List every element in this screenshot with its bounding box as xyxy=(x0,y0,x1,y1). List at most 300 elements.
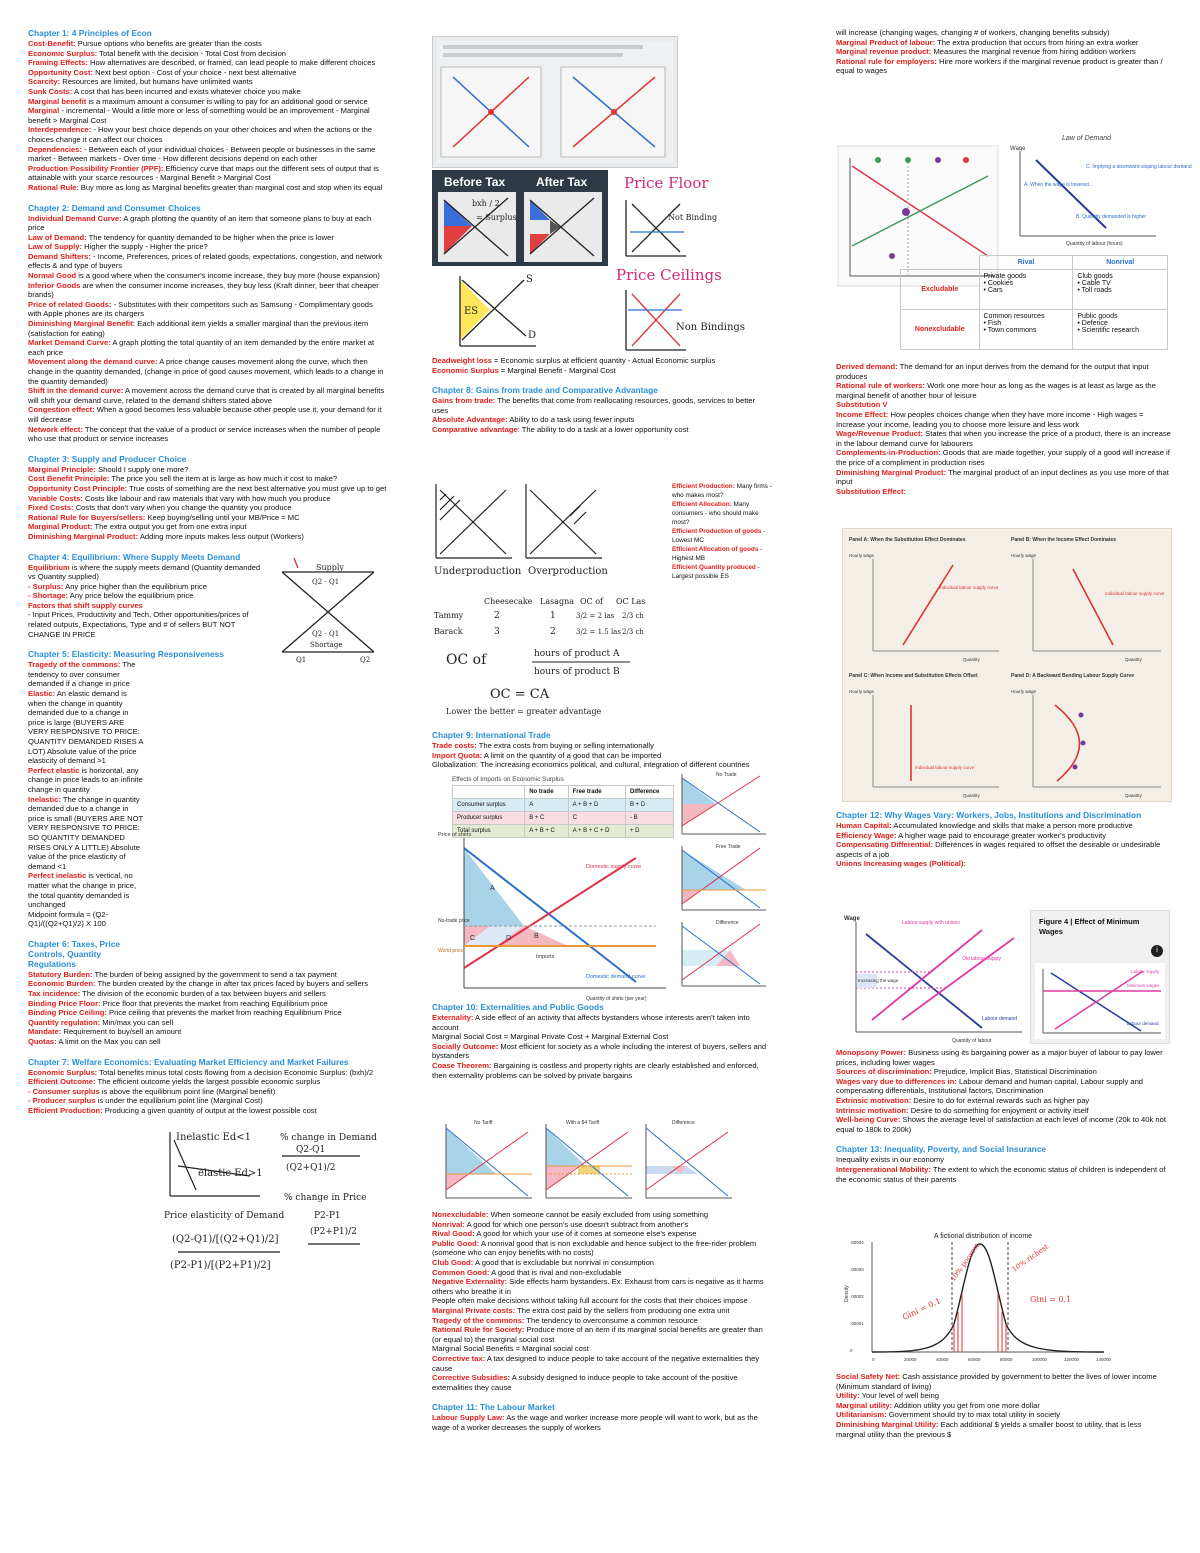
law-of-demand-qty: Quantity of labour (hours) xyxy=(1066,241,1123,247)
es-label: ES xyxy=(464,306,479,317)
term-entry xyxy=(28,97,388,107)
term-definition: Price ceiling that prevents the market from reaching Equilibrium Price xyxy=(106,1008,342,1018)
price-floor-ceiling-notes xyxy=(616,170,766,360)
term-definition: The extra cost paid by the sellers from producing one extra unit xyxy=(515,1305,730,1315)
term-definition: - Substitutes with their competitors such as Samsung - Complimentary goods with Apple phones are its chargers xyxy=(28,299,373,319)
term-entry xyxy=(28,164,388,183)
term-label: Shift in the demand curve: xyxy=(28,386,124,396)
term-definition: Produce more of an item if its marginal social benefits are greater than (or equal to) the marginal social cost xyxy=(432,1325,763,1344)
term-entry xyxy=(432,425,772,435)
tariff-panel-no-tariff xyxy=(446,1124,532,1198)
term-entry xyxy=(28,601,264,611)
chapter-2-terms xyxy=(28,214,388,444)
chapter-9-terms xyxy=(432,741,772,770)
goods-th-nonrival: Nonrival xyxy=(1073,256,1168,270)
term-definition: Goods that are made together, your supply of a good will increase if the price of a compliment in production rises xyxy=(836,448,1170,467)
table-cell: A + B + C + D xyxy=(568,825,625,838)
term-entry xyxy=(28,513,388,523)
sketch-q1: Q1 xyxy=(296,655,307,664)
term-entry xyxy=(28,532,388,542)
term-definition: When a good becomes less valuable because other people use it, your demand for it will decrease xyxy=(28,405,382,424)
law-of-demand-c: C. Implying a downward-sloping labour demand xyxy=(1086,164,1192,170)
panel-title: Panel D: A Backward Bending Labour Supply Curve xyxy=(1011,673,1134,679)
chapter-12b-terms xyxy=(836,1048,1172,1134)
term-label: Factors that shift supply curves xyxy=(28,600,143,610)
chapter-1-terms xyxy=(28,39,388,193)
term-definition: A graph plotting the total quantity of an item demanded by the entire market at each price xyxy=(28,338,375,357)
term-definition: Efficiency curve that maps out the different sets of output that is attainable with your scarce resources - Marginal Benefit > Marginal Cost xyxy=(28,163,379,183)
term-label: Extrinsic motivation: xyxy=(836,1095,912,1105)
term-entry xyxy=(432,1210,772,1220)
tariff-panels xyxy=(436,1118,736,1206)
term-entry xyxy=(28,39,388,49)
term-entry xyxy=(28,871,146,909)
term-label: Diminishing Marginal Benefit: xyxy=(28,319,136,329)
minimum-wage-figure xyxy=(1030,910,1170,1044)
term-label: Individual Demand Curve: xyxy=(28,213,122,223)
textbook-photo xyxy=(432,36,678,168)
term-definition: A higher wage paid to encourage greater worker's productivity xyxy=(896,830,1107,840)
term-label: Import Quota: xyxy=(432,750,483,760)
term-label: Rational Rule for Society: xyxy=(432,1325,525,1335)
term-definition: Labour demand and human capital, Labour supply and compensating differentials, Institutional factors, Discrimination xyxy=(836,1076,1144,1096)
oc-hours-a: hours of product A xyxy=(534,649,620,659)
term-definition: - Highest MB xyxy=(672,546,763,562)
term-definition: The extra costs from buying or selling internationally xyxy=(476,741,654,750)
chapter-11-title: Chapter 11: The Labour Market xyxy=(432,1402,555,1413)
table-cell: B + C xyxy=(525,812,568,825)
panel-y-label: Hourly wage xyxy=(849,553,875,558)
table-cell: C xyxy=(568,812,625,825)
term-definition: Addition utility you get from one more dollar xyxy=(892,1400,1040,1410)
term-label: Marginal Product: xyxy=(28,522,93,532)
term-label: Diminishing Marginal Product: xyxy=(836,467,947,477)
sketch-q2: Q2 xyxy=(360,655,371,664)
trade-ylabel: Price of shirts xyxy=(438,832,472,838)
goods-cell: Common resources • Fish • Town commons xyxy=(979,310,1073,350)
price-floor-title: Price Floor xyxy=(624,174,709,192)
term-label: Demand Shifters: xyxy=(28,251,91,261)
term-label: Framing Effects: xyxy=(28,58,88,68)
term-label: Social Safety Net: xyxy=(836,1372,901,1381)
term-entry xyxy=(836,859,1172,869)
term-entry xyxy=(672,500,772,527)
term-entry xyxy=(28,563,264,582)
term-entry xyxy=(28,77,388,87)
oc-row1-ocl: 2/3 ch xyxy=(622,612,644,620)
term-definition: Shows the average level of satisfaction at each level of income (20k to 40k not equal to 180k to 200k) xyxy=(836,1115,1166,1134)
term-label: Substitution Effect: xyxy=(836,486,907,496)
term-definition: Prejudice, Implicit Bias, Statistical Discrimination xyxy=(931,1067,1097,1077)
term-label: Binding Price Floor: xyxy=(28,998,101,1008)
term-entry xyxy=(836,400,1172,410)
term-definition: States that when you increase the price of a product, there is an increase in the labour demand curve for labourers xyxy=(836,429,1171,448)
term-entry xyxy=(432,1229,772,1239)
panel-y-label: Hourly wage xyxy=(849,689,875,694)
column-3-text-e xyxy=(836,1372,1172,1439)
chapter-12-terms xyxy=(836,821,1172,869)
chapter-5-terms xyxy=(28,660,146,929)
tariff-panel-title: No Tariff xyxy=(474,1120,493,1126)
note-f1: (Q2-Q1)/[(Q2+Q1)/2] xyxy=(172,1234,279,1245)
term-definition: A good that is excludable but nonrival in consumption xyxy=(473,1257,655,1267)
panel-b xyxy=(1011,537,1165,662)
term-label: Intergenerational Mobility: xyxy=(836,1164,931,1174)
not-binding-label: Not Binding xyxy=(668,213,718,222)
term-entry xyxy=(432,1032,772,1042)
term-label: Marginal revenue product: xyxy=(836,47,932,57)
term-label: Common Good: xyxy=(432,1267,490,1277)
term-label: Perfect inelastic xyxy=(28,871,87,881)
term-entry xyxy=(28,214,388,233)
term-label: Economic Surplus xyxy=(432,365,499,375)
term-label: Marginal xyxy=(28,106,60,116)
term-definition: is vertical, no matter what the change in price, the total quantity demanded is unchanged xyxy=(28,871,137,910)
column-2-text-d xyxy=(432,1210,772,1432)
efficiency-side-notes xyxy=(672,482,772,581)
term-label: Complements-in-Production: xyxy=(836,448,941,458)
term-entry xyxy=(432,1344,772,1354)
sketch-shortage: Shortage xyxy=(310,640,343,649)
goods-row-head: Nonexcludable xyxy=(901,310,980,350)
info-icon[interactable]: i xyxy=(1151,945,1163,957)
term-entry xyxy=(432,1013,772,1032)
term-definition: The efficient outcome yields the largest possible economic surplus xyxy=(95,1077,321,1087)
term-entry xyxy=(28,183,388,193)
term-entry xyxy=(28,68,388,78)
term-definition: - Between each of your individual choices - Between people or businesses in the same market - Between markets - Over time - How different decisions depend on each other xyxy=(28,144,376,164)
panel-d xyxy=(1011,673,1161,798)
term-definition: Accumulated knowledge and skills that make a person more productive xyxy=(891,821,1133,830)
goods-row-head: Excludable xyxy=(901,270,980,310)
panel-curve-label: Individual labour supply curve xyxy=(915,765,975,770)
term-entry xyxy=(28,233,388,243)
tariff-panel-title: With a $4 Tariff xyxy=(566,1120,600,1126)
term-label: - Producer surplus xyxy=(28,1096,96,1106)
term-label: Fixed Costs: xyxy=(28,503,74,513)
term-definition: The benefits that come from reallocating resources, goods, services to better uses xyxy=(432,396,756,415)
term-definition: = Marginal Benefit - Marginal Cost xyxy=(498,365,616,375)
oc-row2-l: 2 xyxy=(550,627,556,637)
term-label: Marginal benefit xyxy=(28,96,87,106)
term-definition: Costs like labour and raw materials that vary with how much you produce xyxy=(82,493,331,503)
term-label: Scarcity: xyxy=(28,77,61,87)
term-entry xyxy=(28,660,146,689)
note-elastic: elastic Ed>1 xyxy=(198,1168,263,1179)
term-entry xyxy=(28,484,388,494)
term-entry xyxy=(432,1277,772,1296)
oc-row2-c: 3 xyxy=(494,627,500,637)
chapter-10-title: Chapter 10: Externalities and Public Goods xyxy=(432,1002,604,1012)
mini-panel-free-trade xyxy=(682,846,766,910)
term-label: Cost-Benefit: xyxy=(28,39,76,48)
panel-a xyxy=(849,537,999,662)
term-label: Human Capital: xyxy=(836,821,892,830)
oc-row1-c: 2 xyxy=(494,611,500,621)
term-label: Deadweight loss xyxy=(432,356,492,365)
term-entry xyxy=(836,47,1172,57)
trade-region-d: D xyxy=(506,935,512,942)
term-definition: A price change causes movement along the curve, which then change in the quantity demanded, (change in price of good causes movement, which leads to a change in the quantity demanded) xyxy=(28,357,384,386)
term-definition: Each additional item yields a smaller marginal than the previous item (satisfaction for eating) xyxy=(28,319,369,338)
trade-th: No trade xyxy=(525,786,568,799)
term-entry xyxy=(672,545,772,563)
term-definition: Should I supply one more? xyxy=(95,464,189,474)
term-definition: The tendency for quantity demanded to be higher when the price is lower xyxy=(86,232,334,242)
term-entry xyxy=(836,821,1172,831)
term-label: Quotas: xyxy=(28,1037,57,1047)
min-wage-label: Minimum wages xyxy=(1127,983,1160,988)
trade-supply-label: Domestic supply curve xyxy=(586,864,642,870)
term-definition: is horizontal, any change in price leads to an infinite change in quantity xyxy=(28,765,143,794)
before-tax-label: Before Tax xyxy=(444,175,506,189)
non-binding-label: Non Bindings xyxy=(676,322,745,333)
mini-panel-title: No Trade xyxy=(716,772,737,778)
term-definition: Most efficient for society as a whole including the interest of buyers, sellers and bystanders xyxy=(432,1041,767,1061)
term-definition: is above the equilibrium point line (Marginal benefit) xyxy=(99,1086,276,1096)
term-entry xyxy=(432,1220,772,1230)
term-definition: A graph plotting the quantity of an item that someone plans to buy at each price xyxy=(28,213,372,233)
term-label: Derived demand: xyxy=(836,362,898,371)
term-definition: Globalization: The increasing economics political, and cultural, integration of different countries xyxy=(432,760,750,770)
goods-cell: Club goods • Cable TV • Toll roads xyxy=(1073,270,1168,310)
term-definition: is under the equilibrium point line (Marginal Cost) xyxy=(95,1096,263,1106)
chapter-11-terms xyxy=(432,1413,772,1432)
term-label: - Consumer surplus xyxy=(28,1086,100,1096)
term-entry xyxy=(836,468,1172,487)
term-entry xyxy=(28,610,264,639)
term-label: Perfect elastic xyxy=(28,765,80,775)
term-label: Monopsony Power: xyxy=(836,1048,907,1057)
term-entry xyxy=(28,1106,388,1116)
table-cell: Consumer surplus xyxy=(453,799,525,812)
income-note-gini-right: Gini = 0.1 xyxy=(1030,1295,1072,1304)
term-label: Corrective Subsidies: xyxy=(432,1373,511,1383)
term-entry xyxy=(672,482,772,500)
after-tax-label: After Tax xyxy=(536,175,588,189)
term-definition: A tax designed to induce people to take account of the negative externalities they cause xyxy=(432,1353,760,1373)
term-label: Efficient Allocation of goods xyxy=(672,546,759,553)
oc-row2-name: Barack xyxy=(434,627,463,636)
table-row xyxy=(453,799,674,812)
table-cell: B + D xyxy=(625,799,673,812)
comparative-advantage-notes xyxy=(430,480,660,720)
term-label: Income Effect: xyxy=(836,409,889,419)
table-row xyxy=(901,310,1168,350)
note-f3n: Q2-Q1 xyxy=(296,1145,326,1155)
trade-mini-panels xyxy=(676,770,772,992)
term-label: Opportunity Cost: xyxy=(28,67,93,77)
mini-panel-title: Free Trade xyxy=(716,844,741,850)
income-y-tick: 0 xyxy=(850,1348,853,1353)
underproduction-label: Underproduction xyxy=(434,566,522,577)
law-of-demand-b: B. Quantity demanded is higher xyxy=(1076,214,1147,220)
term-definition: The tendency to overconsume a common resource xyxy=(524,1315,698,1325)
chapter-6-terms xyxy=(28,970,388,1047)
mini-panel-no-trade xyxy=(682,774,766,834)
term-definition: Work one more hour as long as the wages is at least as large as the marginal benefit of another hour of leisure xyxy=(836,381,1156,400)
column-3-text-d xyxy=(836,1048,1172,1184)
term-label: Negative Externality: xyxy=(432,1277,508,1287)
union-qty-label: Quantity of labour xyxy=(952,1038,992,1044)
term-definition: - Largest possible ES xyxy=(672,564,760,580)
panel-x-label: Quantity xyxy=(1125,793,1142,798)
term-entry xyxy=(432,1296,772,1306)
term-entry xyxy=(836,1115,1172,1134)
term-entry xyxy=(432,415,772,425)
term-definition: When someone cannot be easily excluded from using something xyxy=(488,1210,709,1219)
term-entry xyxy=(836,1077,1172,1096)
term-label: Club Good: xyxy=(432,1257,474,1267)
chapter-2-title: Chapter 2: Demand and Consumer Choices xyxy=(28,202,201,213)
term-definition: Business using its bargaining power as a major buyer of labour to pay lower prices, including lower wages xyxy=(836,1048,1163,1067)
term-entry xyxy=(432,1325,772,1344)
term-label: Utilitarianism: xyxy=(836,1410,887,1420)
term-entry xyxy=(836,57,1172,76)
tax-surplus: = Surplus xyxy=(476,213,517,222)
min-wage-fig-title: Figure 4 | Effect of Minimum Wages xyxy=(1039,917,1140,936)
term-entry xyxy=(28,979,388,989)
term-label: Efficient Production: xyxy=(672,483,735,490)
term-entry xyxy=(432,1042,772,1061)
term-entry xyxy=(836,429,1172,448)
income-x-tick: 60000 xyxy=(968,1357,981,1362)
term-label: Economic Burden: xyxy=(28,979,96,989)
goods-cell: Private goods • Cookies • Cars xyxy=(979,270,1073,310)
term-definition: The tendency to over consumer demanded if a change in price xyxy=(28,660,136,689)
term-entry xyxy=(836,1106,1172,1116)
term-definition: The change in quantity demanded due to a change in price is small (BUYERS ARE NOT VERY RESPONSIVE TO PRICE: SO QUANTITY DEMANDED RISES ONLY A LITTLE) Absolute value of the price elasticity of demand <1 xyxy=(28,794,144,871)
term-entry xyxy=(836,410,1172,429)
trade-th: Difference xyxy=(625,786,673,799)
term-entry xyxy=(28,271,388,281)
term-definition: A movement across the demand curve that is created by all marginal benefits will shift your demand curve, related to the demand shifters stated above xyxy=(28,386,385,405)
term-definition: Marginal Social Benefits = Marginal social cost xyxy=(432,1344,589,1354)
overproduction-label: Overproduction xyxy=(528,566,608,577)
term-label: Rational rule of workers: xyxy=(836,381,926,391)
term-entry xyxy=(28,281,388,300)
term-definition: A subsidy designed to induce people to take account of the positive externalities they cause xyxy=(432,1373,738,1392)
note-pct-price: % change in Price xyxy=(284,1193,367,1203)
term-definition: Bargaining is costless and property rights are clearly established and enforced, then externality problems can be solved by private bargains xyxy=(432,1060,759,1080)
term-entry xyxy=(28,1077,388,1087)
term-definition: The division of the economic burden of a tax between buyers and sellers xyxy=(80,989,326,999)
term-definition: Ability to do a task using fewer inputs xyxy=(507,415,635,425)
oc-header-ocof: OC of xyxy=(580,597,603,606)
term-label: Utility: xyxy=(836,1391,860,1401)
term-entry xyxy=(28,1027,388,1037)
panel-curve-label: Individual labour supply curve xyxy=(939,585,999,590)
term-definition: Any price higher than the equilibrium price xyxy=(63,581,207,591)
panel-curve-label: Individual labour supply curve xyxy=(1105,591,1165,596)
table-row xyxy=(901,270,1168,310)
term-definition: The marginal product of an input declines as you use more of that input xyxy=(836,467,1169,487)
union-demand-label: Labour demand xyxy=(982,1016,1018,1022)
term-definition: will increase (changing wages, changing # of workers, changing benefits subsidy) xyxy=(836,28,1110,37)
tariff-panel-difference xyxy=(646,1124,732,1198)
term-entry xyxy=(432,741,772,751)
term-label: Nonexcludable: xyxy=(432,1210,489,1219)
term-definition: = Economic surplus at efficient quantity - Actual Economic surplus xyxy=(491,356,716,365)
union-increasing-label: Increasing the wage xyxy=(858,978,899,983)
term-label: Diminishing Marginal Product: xyxy=(28,531,139,541)
table-cell: - B xyxy=(625,812,673,825)
term-definition: is where the supply meets demand (Quantity demanded vs Quantity supplied) xyxy=(28,562,261,582)
term-entry xyxy=(28,405,388,424)
term-definition: How peoples choices change when they have more income - High wages = Increase your income, leading you to choose more leisure and less work xyxy=(836,409,1144,429)
term-label: Wage/Revenue Product: xyxy=(836,429,924,439)
tax-bxh: bxh / 2 xyxy=(472,199,500,208)
trade-region-a: A xyxy=(490,885,495,892)
goods-th-empty xyxy=(901,256,980,270)
column-3-text-b xyxy=(836,362,1172,496)
mini-panel-difference xyxy=(682,922,766,986)
term-label: Sunk Costs: xyxy=(28,86,73,96)
term-entry xyxy=(836,1096,1172,1106)
sketch-supply: Supply xyxy=(316,562,344,572)
equilibrium-sketch xyxy=(274,554,384,664)
term-definition: Costs that don't vary when you change the quantity you produce xyxy=(73,503,292,513)
term-label: Diminishing Marginal Utility: xyxy=(836,1419,939,1429)
labour-mid-terms xyxy=(836,362,1172,496)
term-label: Quantity regulation: xyxy=(28,1017,101,1027)
term-entry xyxy=(28,989,388,999)
oc-of-label: OC of xyxy=(446,652,487,668)
term-definition: A limit on the Max you can sell xyxy=(56,1037,161,1047)
term-definition: A good that is rival and non-excludable xyxy=(489,1267,622,1277)
trade-notrade-label: No-trade price xyxy=(438,918,470,924)
trade-th: Free trade xyxy=(568,786,625,799)
term-definition: is a good where when the consumer's income increase, they buy more (house expansion) xyxy=(76,271,380,281)
panel-x-label: Quantity xyxy=(963,793,980,798)
term-definition: are when the consumer income increases, they buy less (Kraft dinner, beer that cheaper brands) xyxy=(28,280,379,300)
term-label: Tragedy of the commons: xyxy=(432,1315,525,1325)
term-definition: People often make decisions without taking full account for the costs that their choices impose xyxy=(432,1296,748,1306)
column-2-text-c xyxy=(432,1002,772,1080)
term-entry xyxy=(28,795,146,872)
term-entry xyxy=(28,474,388,484)
income-chart-title: A fictional distribution of income xyxy=(934,1233,1033,1240)
tariff-panel-title: Difference xyxy=(672,1120,695,1126)
term-label: Nonrival: xyxy=(432,1219,465,1229)
term-definition: The extra output you get from one extra input xyxy=(92,522,247,532)
chapter-8-terms xyxy=(432,396,772,434)
term-definition: Keep buying/selling until your MB/Price = MC xyxy=(145,512,300,522)
term-label: Wages vary due to differences in: xyxy=(836,1076,957,1086)
income-y-tick: .00004 xyxy=(850,1240,864,1245)
term-label: Socially Outcome: xyxy=(432,1041,499,1051)
chapter-13-terms xyxy=(836,1155,1172,1184)
panel-c xyxy=(849,673,999,798)
term-definition: Cash assistance provided by government to better the lives of lower income (Minimum standard of living) xyxy=(836,1372,1157,1391)
term-label: Sources of discrimination: xyxy=(836,1067,932,1077)
income-x-tick: 20000 xyxy=(904,1357,917,1362)
term-label: Congestion effect: xyxy=(28,405,95,415)
term-definition: Many consumers - who should make most? xyxy=(672,501,759,526)
term-entry xyxy=(28,1096,388,1106)
law-of-demand-diagram xyxy=(1006,130,1192,248)
term-entry xyxy=(28,689,146,766)
panel-title: Panel A: When the Substitution Effect Dominates xyxy=(849,537,966,543)
income-y-tick: .00001 xyxy=(850,1321,864,1326)
chapter-4-title: Chapter 4: Equilibrium: Where Supply Meets Demand xyxy=(28,551,241,562)
term-definition: Any price below the equilibrium price xyxy=(68,591,194,601)
term-entry xyxy=(836,1420,1172,1439)
term-definition: - How your best choice depends on your other choices and when the actions or the choices change it can affect our choices xyxy=(28,125,373,144)
term-label: Marginal Private costs: xyxy=(432,1305,516,1315)
term-definition: Hire more workers if the marginal revenue product is greater than / equal to wages xyxy=(836,56,1163,76)
term-entry xyxy=(836,362,1172,381)
